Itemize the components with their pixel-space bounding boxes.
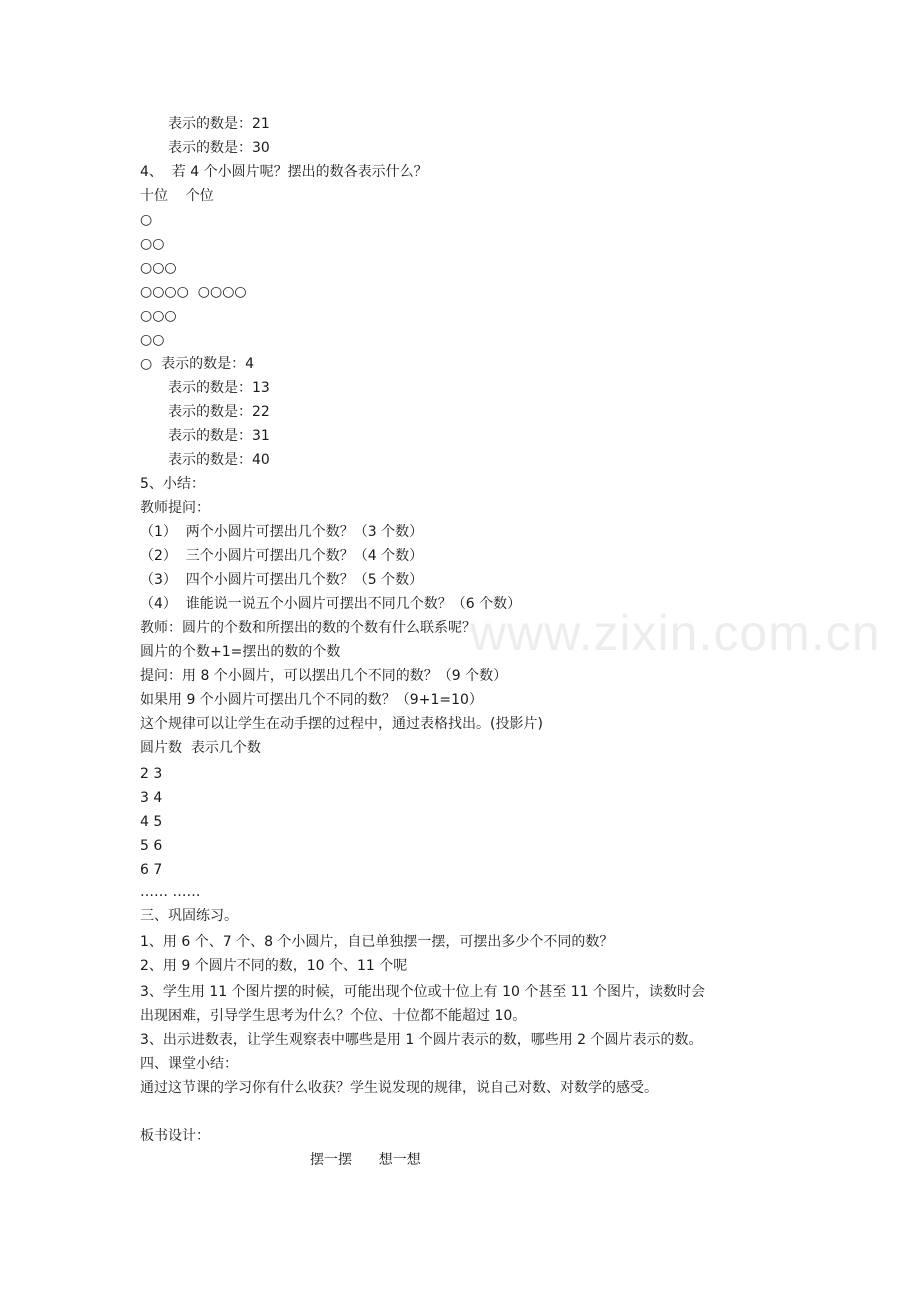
text-line: （4） 谁能说一说五个小圆片可摆出不同几个数？（6 个数） [140,596,522,612]
text-line: 3、出示进数表，让学生观察表中哪些是用 1 个圆片表示的数，哪些用 2 个圆片表示的数。 [140,1032,703,1048]
text-line: 摆一摆 想一想 [310,1152,421,1168]
text-line: 2 3 [140,766,163,782]
text-line: ○ 表示的数是：4 [140,356,255,372]
text-line: 十位 个位 [140,188,214,204]
text-line: ○○ [140,332,165,348]
text-line: 板书设计： [140,1128,210,1144]
watermark: www.zixin.com.cn [470,605,881,661]
text-line: 5、小结： [140,476,205,492]
text-line: 提问：用 8 个小圆片，可以摆出几个不同的数？（9 个数） [140,668,508,684]
text-line: 1、用 6 个、7 个、8 个小圆片，自已单独摆一摆，可摆出多少个不同的数？ [140,934,614,950]
text-line: 三、巩固练习。 [140,908,238,924]
text-line: 4、 若 4 个小圆片呢？摆出的数各表示什么？ [140,164,428,180]
text-line: （3） 四个小圆片可摆出几个数？（5 个数） [140,572,424,588]
text-line: ○ [140,212,153,228]
text-line: （1） 两个小圆片可摆出几个数？（3 个数） [140,524,424,540]
text-line: 圆片的个数+1=摆出的数的个数 [140,644,341,660]
text-line: ○○ [140,236,165,252]
text-line: 5 6 [140,838,163,854]
text-line: 通过这节课的学习你有什么收获？学生说发现的规律，说自己对数、对数学的感受。 [140,1080,658,1096]
text-line: 表示的数是：22 [168,404,270,420]
text-line: ○○○ [140,308,177,324]
text-line: 教师提问： [140,500,210,516]
text-line: 表示的数是：21 [168,116,270,132]
text-line: 4 5 [140,814,163,830]
text-line: ○○○○ ○○○○ [140,284,247,300]
text-line: （2） 三个小圆片可摆出几个数？（4 个数） [140,548,424,564]
text-line: 四、课堂小结： [140,1056,238,1072]
text-line: 6 7 [140,862,163,878]
text-line: 表示的数是：30 [168,140,270,156]
text-line: 表示的数是：13 [168,380,270,396]
text-line: 这个规律可以让学生在动手摆的过程中，通过表格找出。(投影片) [140,716,543,732]
text-line: 教师：圆片的个数和所摆出的数的个数有什么联系呢？ [140,620,476,636]
text-line: 表示的数是：31 [168,428,270,444]
text-line: 圆片数 表示几个数 [140,740,261,756]
text-line: 如果用 9 个小圆片可摆出几个不同的数？（9+1=10） [140,692,483,708]
text-line: 出现困难，引导学生思考为什么？个位、十位都不能超过 10。 [140,1008,527,1024]
text-line: 表示的数是：40 [168,452,270,468]
text-line: 2、用 9 个圆片不同的数，10 个、11 个呢 [140,958,408,974]
text-line: ○○○ [140,260,177,276]
text-line: 3、学生用 11 个图片摆的时候，可能出现个位或十位上有 10 个甚至 11 个图片，读数时会 [140,984,706,1000]
text-line: …… …… [140,884,201,900]
text-line: 3 4 [140,790,163,806]
